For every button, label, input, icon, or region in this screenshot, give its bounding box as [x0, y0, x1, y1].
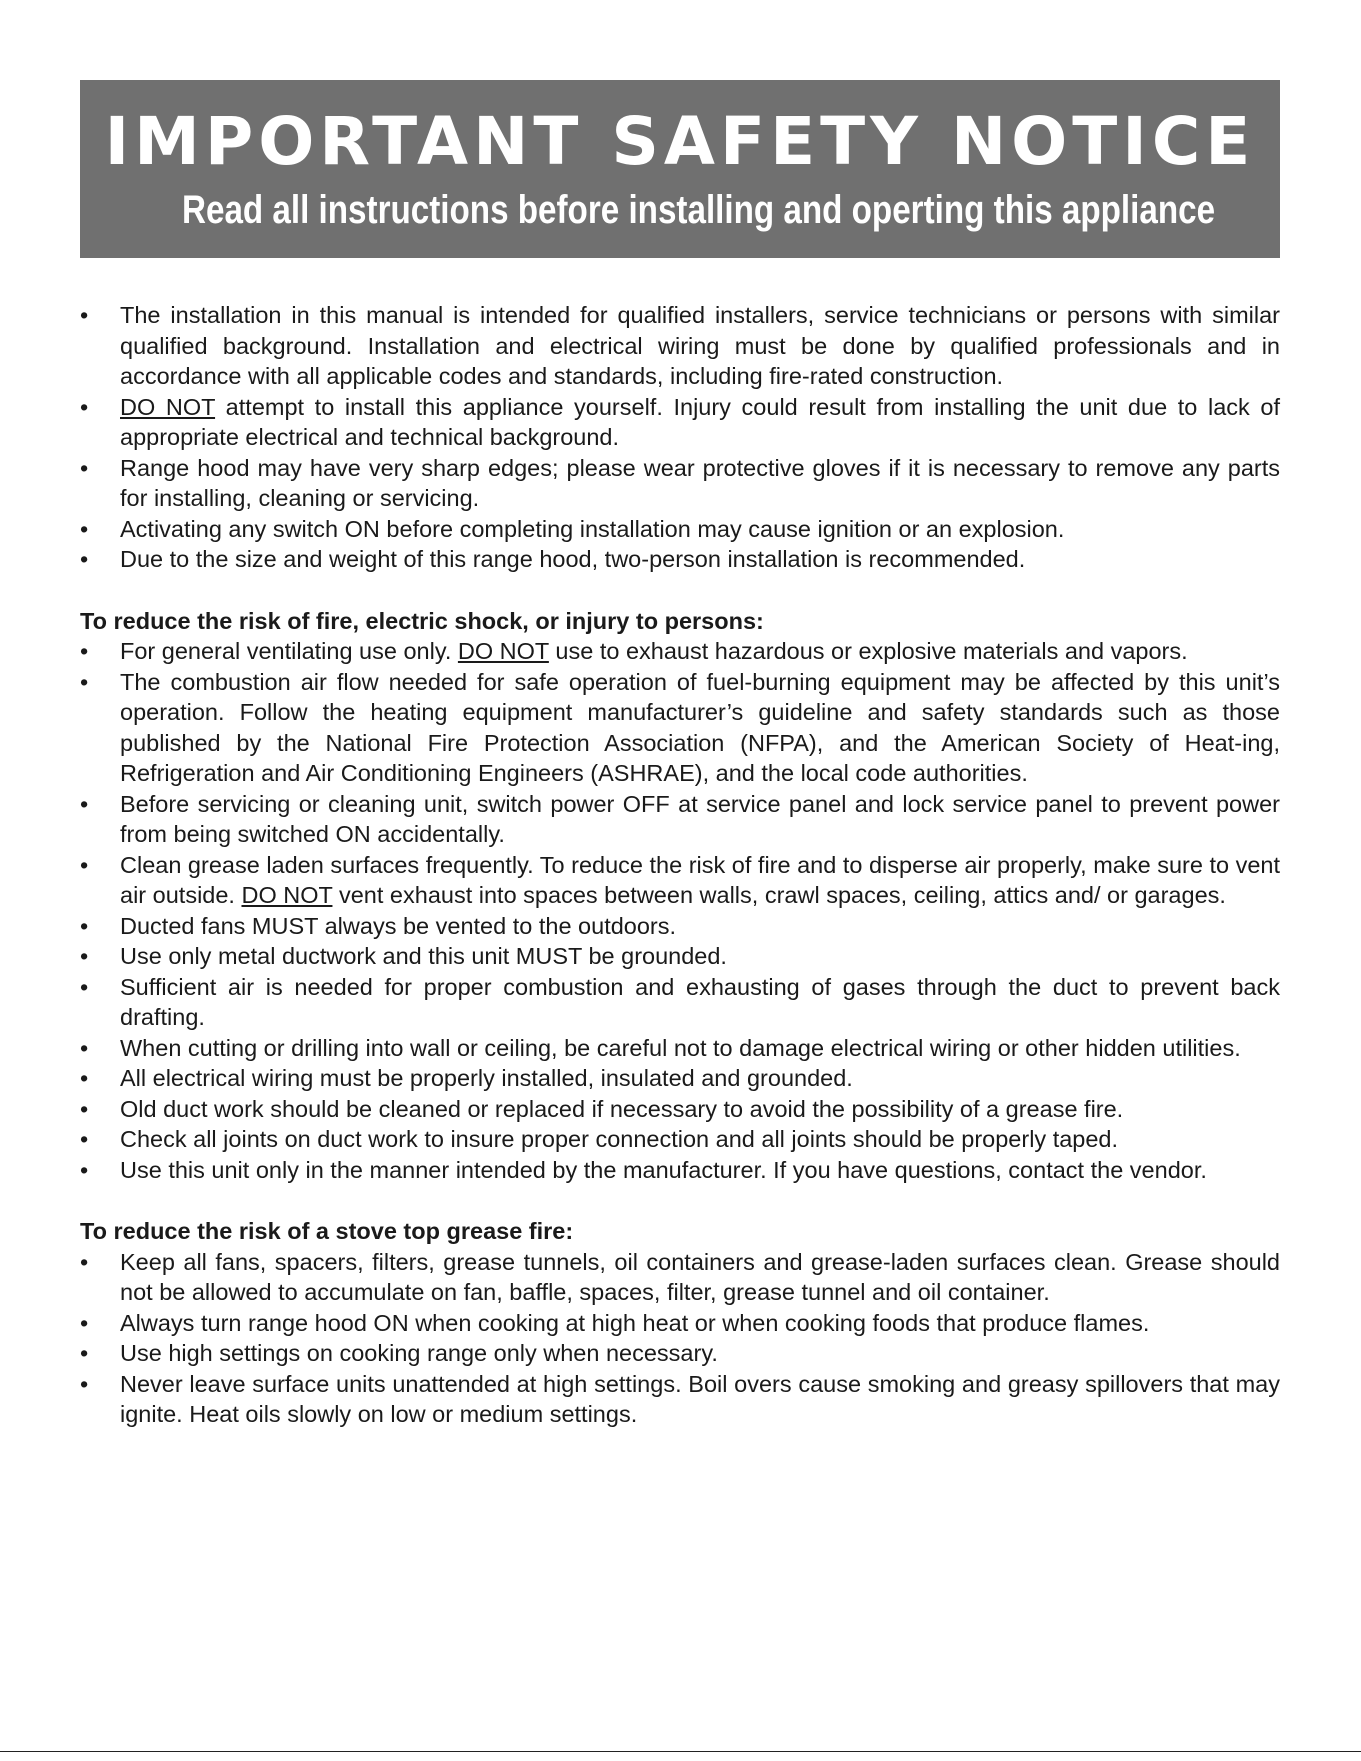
bullet-list	[80, 636, 1280, 1185]
bullet-text: Clean grease laden surfaces frequently. To reduce the risk of fire and to disperse air properly, make sure to vent air outside.	[120, 851, 1280, 908]
bullet-text: Ducted fans MUST always be vented to the outdoors.	[120, 912, 677, 939]
bullet-item	[80, 544, 1280, 575]
bullet-text: Due to the size and weight of this range hood, two-person installation is recommended.	[120, 546, 1026, 572]
bullet-text: Sufficient air is needed for proper combustion and exhausting of gases through the duct to prevent back drafting.	[120, 973, 1280, 1030]
bullet-text: Keep all fans, spacers, filters, grease tunnels, oil containers and grease-laden surfaces clean. Grease should not be allowed to accumulate on fan, baffle, spaces, filter, grease tunnel and oil container.	[120, 1248, 1280, 1305]
do-not-emphasis: DO NOT	[120, 393, 216, 420]
bullet-text: Never leave surface units unattended at high settings. Boil overs cause smoking and greasy spillovers that may ignite. Heat oils slowly on low or medium settings.	[120, 1370, 1280, 1427]
bullet-item	[80, 1369, 1280, 1430]
bullet-item	[80, 1338, 1280, 1369]
bullet-item	[80, 1155, 1280, 1186]
bullet-text: Use high settings on cooking range only when necessary.	[120, 1340, 718, 1366]
bullet-item	[80, 1033, 1280, 1064]
bullet-item	[80, 300, 1280, 392]
bullet-item	[80, 1094, 1280, 1125]
bullet-text: Check all joints on duct work to insure proper connection and all joints should be properly taped.	[120, 1126, 1119, 1152]
bullet-item	[80, 972, 1280, 1033]
bullet-list	[80, 1247, 1280, 1430]
notice-subtitle: Read all instructions before installing and operting this appliance	[182, 188, 1216, 232]
bullet-item	[80, 941, 1280, 972]
bullet-item	[80, 636, 1280, 667]
instruction-section	[80, 1216, 1280, 1430]
bullet-text: use to exhaust hazardous or explosive materials and vapors.	[548, 638, 1188, 664]
bullet-item	[80, 667, 1280, 789]
bullet-item	[80, 789, 1280, 850]
notice-title: IMPORTANT SAFETY NOTICE	[104, 103, 1256, 180]
bullet-text: Old duct work should be cleaned or replaced if necessary to avoid the possibility of a grease fire.	[120, 1095, 1124, 1122]
bullet-text: The combustion air flow needed for safe operation of fuel-burning equipment may be affected by this unit’s operation. Follow the heating equipment manufacturer’s guideline and safety standards such as those published by the National Fire Protection Association (NFPA), and the American Society of Heat-ing, Refrigeration and Air Conditioning Engineers (ASHRAE), and the local code authorities.	[120, 668, 1280, 786]
bullet-text: Always turn range hood ON when cooking at high heat or when cooking foods that produce flames.	[120, 1309, 1150, 1336]
bullet-text: Range hood may have very sharp edges; please wear protective gloves if it is necessary to remove any parts for installing, cleaning or servicing.	[120, 454, 1280, 511]
bullet-text: Before servicing or cleaning unit, switch power OFF at service panel and lock service panel to prevent power from being switched ON accidentally.	[120, 790, 1280, 847]
bullet-text: When cutting or drilling into wall or ceiling, be careful not to damage electrical wiring or other hidden utilities.	[120, 1034, 1241, 1061]
bullet-item	[80, 850, 1280, 911]
bullet-item	[80, 1247, 1280, 1308]
safety-notice-banner	[80, 80, 1280, 258]
section-heading: To reduce the risk of a stove top grease fire:	[80, 1218, 574, 1244]
bullet-item	[80, 1124, 1280, 1155]
bullet-text: For general ventilating use only.	[120, 638, 458, 664]
bullet-list	[80, 300, 1280, 575]
bullet-text: The installation in this manual is intended for qualified installers, service technicians or persons with similar qualified background. Installation and electrical wiring must be done by qualified professionals and in accordance with all applicable codes and standards, including fire-rated construction.	[120, 302, 1280, 389]
bullet-text: attempt to install this appliance yourself. Injury could result from installing the unit due to lack of appropriate electrical and technical background.	[120, 393, 1280, 450]
bullet-text: Use only metal ductwork and this unit MUST be grounded.	[120, 943, 727, 969]
bullet-item	[80, 911, 1280, 942]
bullet-text: vent exhaust into spaces between walls, crawl spaces, ceiling, attics and/ or garages.	[332, 882, 1226, 908]
section-heading: To reduce the risk of fire, electric shock, or injury to persons:	[80, 607, 764, 634]
safety-instructions	[80, 300, 1280, 1430]
bullet-text: Activating any switch ON before completing installation may cause ignition or an explosion.	[120, 515, 1065, 542]
page-bottom-rule	[0, 1751, 1361, 1752]
do-not-emphasis: DO NOT	[457, 638, 549, 664]
bullet-text: Use this unit only in the manner intended by the manufacturer. If you have questions, contact the vendor.	[120, 1156, 1207, 1183]
instruction-section	[80, 606, 1280, 1186]
bullet-item	[80, 1063, 1280, 1094]
instruction-section	[80, 300, 1280, 575]
bullet-item	[80, 392, 1280, 453]
bullet-item	[80, 1308, 1280, 1339]
do-not-emphasis: DO NOT	[241, 882, 333, 908]
bullet-text: All electrical wiring must be properly installed, insulated and grounded.	[120, 1065, 853, 1091]
bullet-item	[80, 514, 1280, 545]
bullet-item	[80, 453, 1280, 514]
